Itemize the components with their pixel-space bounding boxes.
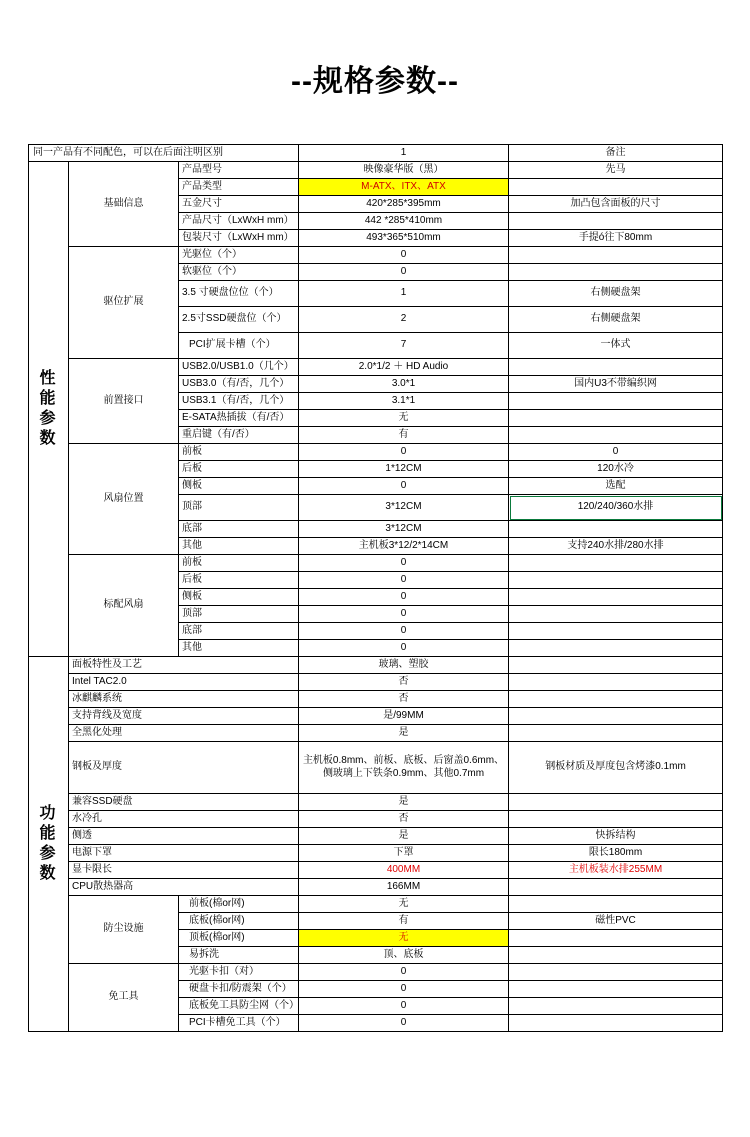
row-remark: 手提ó往下80mm: [509, 230, 723, 247]
table-row: [29, 691, 723, 708]
row-label: 后板: [179, 572, 299, 589]
row-label: 光驱卡扣（对）: [179, 964, 299, 981]
row-label: 硬盘卡扣/防震架（个）: [179, 981, 299, 998]
row-value: 无: [299, 896, 509, 913]
table-row: [29, 828, 723, 845]
row-remark: [509, 930, 723, 947]
row-label: 产品型号: [179, 162, 299, 179]
row-label: 产品尺寸（LxWxH mm）: [179, 213, 299, 230]
row-value: 0: [299, 1015, 509, 1032]
row-label: 底部: [179, 521, 299, 538]
row-remark: 一体式: [509, 333, 723, 359]
row-remark: [509, 179, 723, 196]
row-remark: [509, 555, 723, 572]
row-value: 442 *285*410mm: [299, 213, 509, 230]
row-remark: [509, 589, 723, 606]
row-remark: [509, 674, 723, 691]
row-value: 0: [299, 478, 509, 495]
row-label: 重启键（有/否）: [179, 427, 299, 444]
row-label: PCI卡槽免工具（个）: [179, 1015, 299, 1032]
table-row: [29, 725, 723, 742]
row-label: 2.5寸SSD硬盘位（个）: [179, 307, 299, 333]
table-row: [29, 964, 723, 981]
row-label: 支持背线及宽度: [69, 708, 299, 725]
row-label: CPU散热器高: [69, 879, 299, 896]
row-label: 其他: [179, 640, 299, 657]
row-remark: [509, 640, 723, 657]
table-row: [29, 657, 723, 674]
row-remark: 加凸包含面板的尺寸: [509, 196, 723, 213]
row-remark: [509, 427, 723, 444]
row-remark: 120水冷: [509, 461, 723, 478]
row-remark: [509, 521, 723, 538]
row-label: 冰麒麟系统: [69, 691, 299, 708]
row-label: 前板(棉or网): [179, 896, 299, 913]
row-label: USB2.0/USB1.0（几个）: [179, 359, 299, 376]
row-remark: 120/240/360水排: [509, 495, 723, 521]
row-remark: [509, 657, 723, 674]
table-row: [29, 555, 723, 572]
row-label: 光驱位（个）: [179, 247, 299, 264]
row-label: 3.5 寸硬盘位位（个）: [179, 281, 299, 307]
row-label: 底板免工具防尘网（个）: [179, 998, 299, 1015]
row-remark: [509, 981, 723, 998]
row-value: 有: [299, 427, 509, 444]
row-label: PCI扩展卡槽（个）: [179, 333, 299, 359]
row-label: 易拆洗: [179, 947, 299, 964]
row-value: 0: [299, 606, 509, 623]
row-remark: [509, 247, 723, 264]
row-value: 否: [299, 691, 509, 708]
row-label: 前板: [179, 555, 299, 572]
row-value: 是: [299, 794, 509, 811]
table-row: [29, 896, 723, 913]
group-dust: 防尘设施: [69, 896, 179, 964]
spec-table: [28, 144, 723, 1032]
table-row: [29, 845, 723, 862]
row-label: 五金尺寸: [179, 196, 299, 213]
row-remark: 限长180mm: [509, 845, 723, 862]
row-label: 底板(棉or网): [179, 913, 299, 930]
row-value: 0: [299, 264, 509, 281]
row-value: 有: [299, 913, 509, 930]
row-value: 0: [299, 623, 509, 640]
row-value: 3.0*1: [299, 376, 509, 393]
row-value: 顶、底板: [299, 947, 509, 964]
row-label: 侧板: [179, 589, 299, 606]
group-fan-standard: 标配风扇: [69, 555, 179, 657]
row-label: 前板: [179, 444, 299, 461]
group-fan-position: 风扇位置: [69, 444, 179, 555]
row-label: 顶部: [179, 495, 299, 521]
spec-table-container: [0, 144, 750, 1032]
row-remark: [509, 359, 723, 376]
table-row: [29, 708, 723, 725]
row-remark: 快拆结构: [509, 828, 723, 845]
row-value: 0: [299, 998, 509, 1015]
table-row: [29, 811, 723, 828]
row-remark: [509, 213, 723, 230]
row-remark: 主机板装水排255MM: [509, 862, 723, 879]
row-remark: [509, 606, 723, 623]
row-label: 软驱位（个）: [179, 264, 299, 281]
row-label: 侧板: [179, 478, 299, 495]
header-col-value: 1: [299, 145, 509, 162]
group-bays: 驱位扩展: [69, 247, 179, 359]
table-row: [29, 794, 723, 811]
header-left-note: 同一产品有不同配色，可以在后面注明区别: [29, 145, 299, 162]
row-value: 0: [299, 589, 509, 606]
row-value: 0: [299, 444, 509, 461]
row-remark: 国内U3不带编织网: [509, 376, 723, 393]
row-remark: 钢板材质及厚度包含烤漆0.1mm: [509, 742, 723, 794]
category-function: 功能参数: [29, 657, 69, 1032]
row-remark: [509, 410, 723, 427]
row-remark: [509, 1015, 723, 1032]
table-row: [29, 162, 723, 179]
row-label: USB3.0（有/否，几个）: [179, 376, 299, 393]
table-row: [29, 862, 723, 879]
row-label: 面板特性及工艺: [69, 657, 299, 674]
row-remark: [509, 964, 723, 981]
row-value: 493*365*510mm: [299, 230, 509, 247]
row-label: 钢板及厚度: [69, 742, 299, 794]
row-value: 主机板0.8mm、前板、底板、后窗盖0.6mm、侧玻璃上下铁条0.9mm、其他0.7mm: [299, 742, 509, 794]
table-row: [29, 879, 723, 896]
row-value: 映像豪华版（黑）: [299, 162, 509, 179]
row-value: 否: [299, 674, 509, 691]
row-value: 0: [299, 247, 509, 264]
table-row: [29, 247, 723, 264]
row-remark: [509, 623, 723, 640]
row-remark: [509, 725, 723, 742]
group-basic: 基础信息: [69, 162, 179, 247]
row-remark: [509, 264, 723, 281]
row-label: 产品类型: [179, 179, 299, 196]
row-remark: 支持240水排/280水排: [509, 538, 723, 555]
row-value: 166MM: [299, 879, 509, 896]
row-value: 0: [299, 640, 509, 657]
row-remark: 磁性PVC: [509, 913, 723, 930]
row-remark: [509, 572, 723, 589]
row-label: Intel TAC2.0: [69, 674, 299, 691]
row-value: 无: [299, 410, 509, 427]
row-value: 3*12CM: [299, 495, 509, 521]
row-label: 顶部: [179, 606, 299, 623]
table-row: [29, 674, 723, 691]
row-label: 其他: [179, 538, 299, 555]
row-remark: [509, 393, 723, 410]
row-value: 2.0*1/2 ＋ HD Audio: [299, 359, 509, 376]
row-value: 400MM: [299, 862, 509, 879]
row-value: 无: [299, 930, 509, 947]
row-value: 下罩: [299, 845, 509, 862]
row-value: 0: [299, 981, 509, 998]
row-value: 是: [299, 725, 509, 742]
row-value: 否: [299, 811, 509, 828]
header-col-remark: 备注: [509, 145, 723, 162]
row-value: 是/99MM: [299, 708, 509, 725]
row-label: 侧透: [69, 828, 299, 845]
row-remark: [509, 998, 723, 1015]
row-label: 后板: [179, 461, 299, 478]
row-remark: 选配: [509, 478, 723, 495]
row-value: 0: [299, 964, 509, 981]
row-remark: [509, 691, 723, 708]
row-remark: 先马: [509, 162, 723, 179]
row-label: 顶板(棉or网): [179, 930, 299, 947]
row-value: 0: [299, 572, 509, 589]
row-label: 全黑化处理: [69, 725, 299, 742]
row-value: 2: [299, 307, 509, 333]
row-value: 1*12CM: [299, 461, 509, 478]
row-label: 显卡限长: [69, 862, 299, 879]
row-remark: [509, 794, 723, 811]
row-label: 底部: [179, 623, 299, 640]
row-label: E-SATA热插拔（有/否）: [179, 410, 299, 427]
row-value: 3*12CM: [299, 521, 509, 538]
row-value: 7: [299, 333, 509, 359]
row-remark: [509, 811, 723, 828]
row-remark: 右侧硬盘架: [509, 281, 723, 307]
row-remark: 右侧硬盘架: [509, 307, 723, 333]
row-remark: [509, 896, 723, 913]
row-value: 是: [299, 828, 509, 845]
row-label: 水冷孔: [69, 811, 299, 828]
row-value: 1: [299, 281, 509, 307]
row-label: USB3.1（有/否，几个）: [179, 393, 299, 410]
table-header-row: [29, 145, 723, 162]
row-value: M-ATX、ITX、ATX: [299, 179, 509, 196]
row-label: 包装尺寸（LxWxH mm）: [179, 230, 299, 247]
row-remark: [509, 947, 723, 964]
category-performance: 性能参数: [29, 162, 69, 657]
row-remark: [509, 708, 723, 725]
row-value: 0: [299, 555, 509, 572]
row-value: 420*285*395mm: [299, 196, 509, 213]
row-remark: [509, 879, 723, 896]
row-label: 兼容SSD硬盘: [69, 794, 299, 811]
table-row: [29, 742, 723, 794]
row-value: 主机板3*12/2*14CM: [299, 538, 509, 555]
row-value: 3.1*1: [299, 393, 509, 410]
row-label: 电源下罩: [69, 845, 299, 862]
group-front-io: 前置接口: [69, 359, 179, 444]
row-remark: 0: [509, 444, 723, 461]
page-title: --规格参数--: [291, 65, 459, 98]
group-toolfree: 免工具: [69, 964, 179, 1032]
table-row: [29, 359, 723, 376]
table-row: [29, 444, 723, 461]
row-value: 玻璃、塑胶: [299, 657, 509, 674]
